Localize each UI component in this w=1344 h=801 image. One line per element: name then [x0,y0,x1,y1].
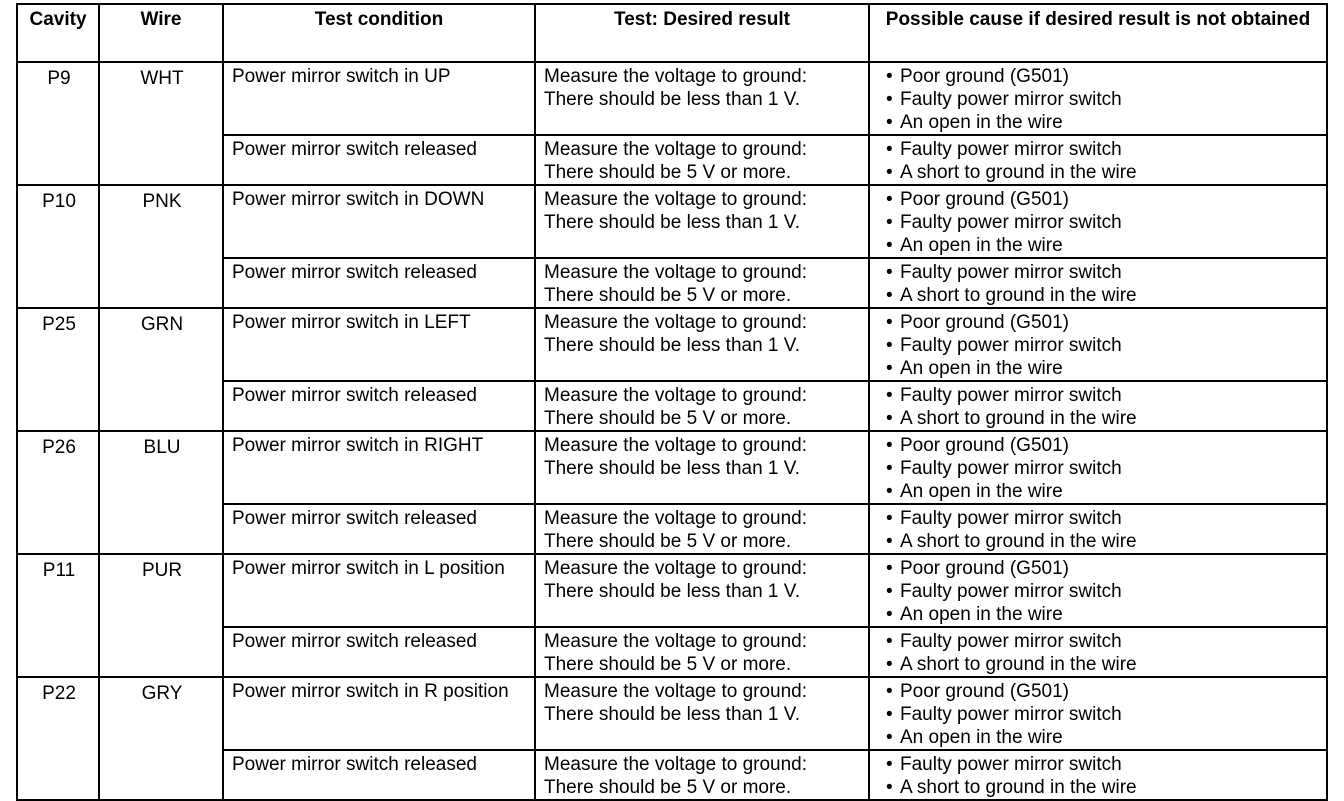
test-condition-cell: Power mirror switch released [223,504,535,554]
test-condition-cell: Power mirror switch released [223,135,535,185]
cause-list [878,680,1320,749]
result-line: Measure the voltage to ground: [544,435,808,456]
test-condition-cell: Power mirror switch released [223,381,535,431]
cause-item: • An open in the wire [878,603,1320,626]
header-desired-result: Test: Desired result [535,4,869,62]
test-condition-cell: Power mirror switch in RIGHT [223,431,535,504]
result-line: Measure the voltage to ground: [544,66,808,87]
cause-item: • A short to ground in the wire [878,530,1320,553]
cause-item: • Poor ground (G501) [878,680,1320,703]
possible-cause-cell [869,431,1327,504]
result-line: Measure the voltage to ground: [544,189,808,210]
result-line: There should be less than 1 V. [544,458,800,479]
cause-item: • A short to ground in the wire [878,776,1320,799]
header-cavity: Cavity [17,4,99,62]
cause-item: • Faulty power mirror switch [878,703,1320,726]
test-condition-cell: Power mirror switch in L position [223,554,535,627]
cause-item: • Faulty power mirror switch [878,457,1320,480]
result-line: There should be less than 1 V. [544,89,800,110]
desired-result-cell [535,135,869,185]
cause-list [878,65,1320,134]
possible-cause-cell [869,627,1327,677]
cause-list [878,384,1320,430]
desired-result-cell [535,504,869,554]
desired-result-cell [535,258,869,308]
cavity-cell: P9 [17,62,99,185]
cause-list [878,188,1320,257]
result-line: Measure the voltage to ground: [544,631,808,652]
cause-item: • An open in the wire [878,726,1320,749]
cause-list [878,630,1320,676]
header-test-condition: Test condition [223,4,535,62]
result-line: Measure the voltage to ground: [544,558,808,579]
desired-result-cell [535,381,869,431]
cavity-cell: P22 [17,677,99,800]
cause-list [878,311,1320,380]
test-condition-cell: Power mirror switch in UP [223,62,535,135]
cavity-cell: P11 [17,554,99,677]
table-row [17,62,1327,135]
table-row [17,431,1327,504]
desired-result-cell [535,62,869,135]
desired-result-cell [535,677,869,750]
desired-result-cell [535,431,869,504]
result-line: There should be 5 V or more. [544,408,792,429]
possible-cause-cell [869,62,1327,135]
result-line: There should be 5 V or more. [544,654,792,675]
result-line: There should be less than 1 V. [544,581,800,602]
result-line: Measure the voltage to ground: [544,312,808,333]
result-line: There should be 5 V or more. [544,285,792,306]
cause-item: • Faulty power mirror switch [878,88,1320,111]
possible-cause-cell [869,554,1327,627]
wire-cell: BLU [99,431,223,554]
cavity-cell: P26 [17,431,99,554]
cause-item: • Poor ground (G501) [878,311,1320,334]
wire-cell: WHT [99,62,223,185]
possible-cause-cell [869,135,1327,185]
table-row [17,677,1327,750]
possible-cause-cell [869,677,1327,750]
cause-item: • An open in the wire [878,111,1320,134]
desired-result-cell [535,627,869,677]
result-line: Measure the voltage to ground: [544,385,808,406]
result-line: There should be 5 V or more. [544,531,792,552]
result-line: Measure the voltage to ground: [544,139,808,160]
test-condition-cell: Power mirror switch released [223,258,535,308]
result-line: Measure the voltage to ground: [544,681,808,702]
desired-result-cell [535,554,869,627]
cause-list [878,507,1320,553]
cause-item: • Faulty power mirror switch [878,211,1320,234]
cause-item: • A short to ground in the wire [878,284,1320,307]
result-line: There should be 5 V or more. [544,777,792,798]
desired-result-cell [535,185,869,258]
cause-item: • A short to ground in the wire [878,653,1320,676]
possible-cause-cell [869,504,1327,554]
header-possible-cause: Possible cause if desired result is not obtained [869,4,1327,62]
cause-item: • A short to ground in the wire [878,161,1320,184]
possible-cause-cell [869,381,1327,431]
test-table [16,3,1328,801]
wire-cell: PUR [99,554,223,677]
test-condition-cell: Power mirror switch in R position [223,677,535,750]
cause-item: • Poor ground (G501) [878,65,1320,88]
cause-list [878,753,1320,799]
test-condition-cell: Power mirror switch in LEFT [223,308,535,381]
result-line: Measure the voltage to ground: [544,508,808,529]
table-body [17,62,1327,800]
cause-item: • Faulty power mirror switch [878,507,1320,530]
result-line: Measure the voltage to ground: [544,262,808,283]
table-row [17,554,1327,627]
cause-item: • An open in the wire [878,234,1320,257]
cause-item: • Faulty power mirror switch [878,580,1320,603]
header-row [17,4,1327,62]
cause-list [878,261,1320,307]
cause-list [878,138,1320,184]
cause-item: • Faulty power mirror switch [878,753,1320,776]
cause-item: • Poor ground (G501) [878,188,1320,211]
header-wire: Wire [99,4,223,62]
desired-result-cell [535,750,869,800]
possible-cause-cell [869,750,1327,800]
cavity-cell: P25 [17,308,99,431]
cause-item: • Faulty power mirror switch [878,138,1320,161]
cause-item: • Faulty power mirror switch [878,261,1320,284]
possible-cause-cell [869,185,1327,258]
cause-item: • Poor ground (G501) [878,557,1320,580]
result-line: There should be less than 1 V. [544,335,800,356]
test-condition-cell: Power mirror switch in DOWN [223,185,535,258]
cavity-cell: P10 [17,185,99,308]
cause-list [878,434,1320,503]
cause-item: • Poor ground (G501) [878,434,1320,457]
cause-list [878,557,1320,626]
result-line: There should be less than 1 V. [544,212,800,233]
table-row [17,185,1327,258]
result-line: There should be 5 V or more. [544,162,792,183]
result-line: There should be less than 1 V. [544,704,800,725]
cause-item: • An open in the wire [878,357,1320,380]
cause-item: • Faulty power mirror switch [878,630,1320,653]
wire-cell: GRY [99,677,223,800]
wire-cell: GRN [99,308,223,431]
cause-item: • A short to ground in the wire [878,407,1320,430]
result-line: Measure the voltage to ground: [544,754,808,775]
cause-item: • Faulty power mirror switch [878,334,1320,357]
test-condition-cell: Power mirror switch released [223,750,535,800]
possible-cause-cell [869,308,1327,381]
cause-item: • Faulty power mirror switch [878,384,1320,407]
test-condition-cell: Power mirror switch released [223,627,535,677]
document [16,3,1328,801]
desired-result-cell [535,308,869,381]
cause-item: • An open in the wire [878,480,1320,503]
wire-cell: PNK [99,185,223,308]
table-row [17,308,1327,381]
possible-cause-cell [869,258,1327,308]
